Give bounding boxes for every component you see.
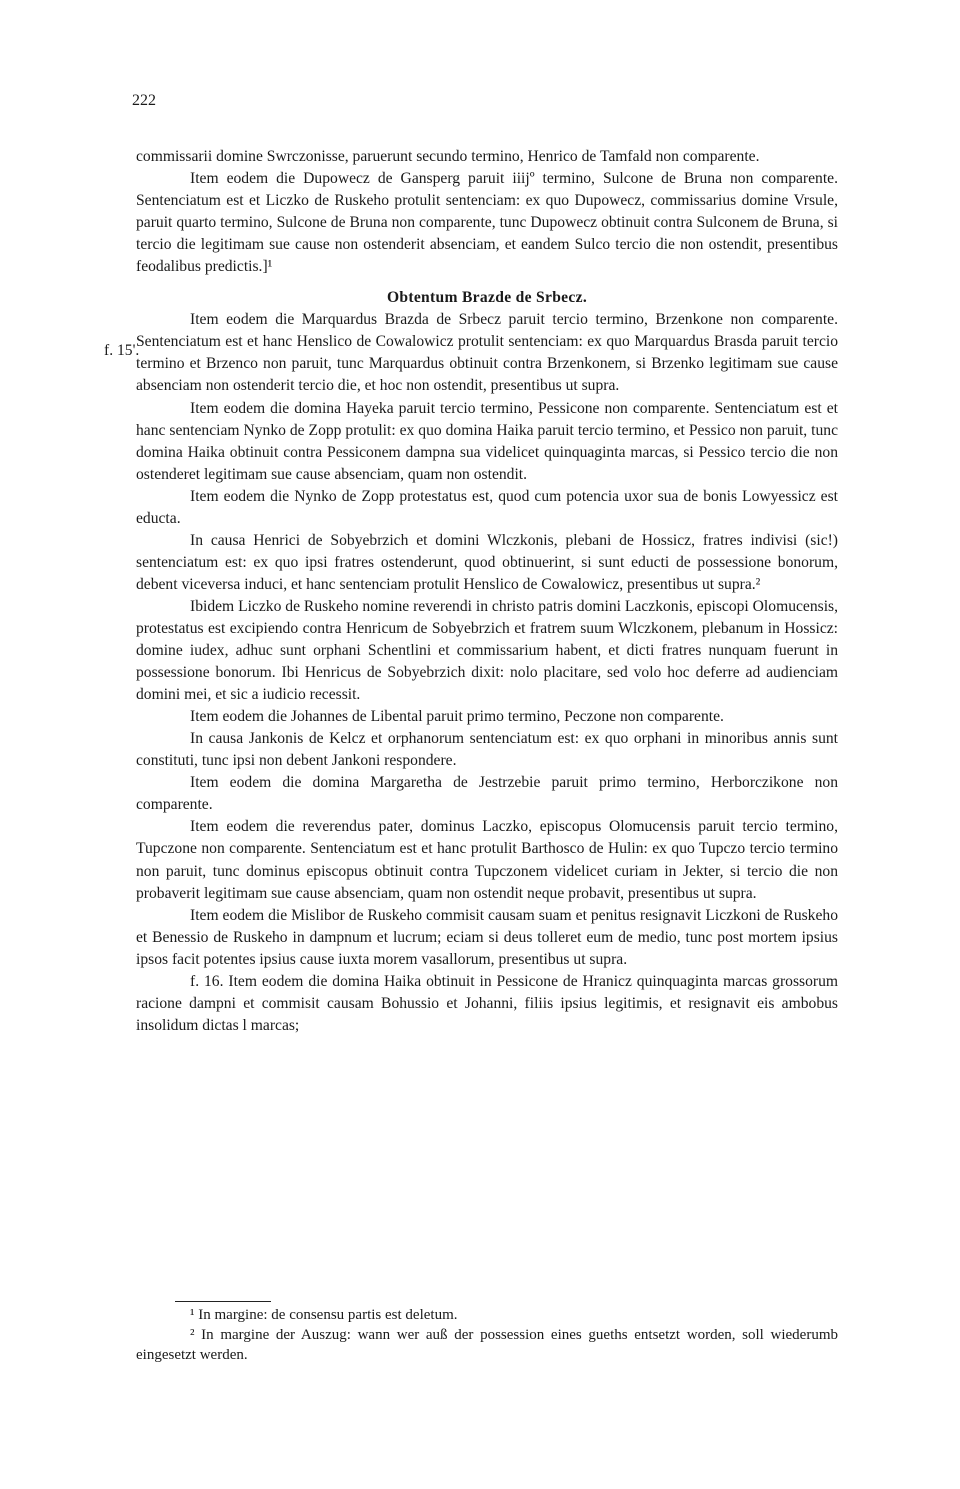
page-number: 222 xyxy=(132,92,156,109)
section-heading: Obtentum Brazde de Srbecz. xyxy=(386,289,588,307)
paragraph: Item eodem die Marquardus Brazda de Srbecz paruit tercio termino, Brzenkone non comparente. Sentenciatum est et hanc Henslico de Cowalowicz protulit sentenciam: ex quo Marquardus Brasda paruit tercio termino et Brzenco non paruit, tunc Marquardus obtinuit contra Brzenkonem, si Brzenko legitimam sue cause absenciam non ostenderit tercio die, et hoc non ostendit, presentibus ut supra. xyxy=(136,311,838,395)
footnote: ² In margine der Auszug: wann wer auß der possession eines gueths entsetzt worden, soll wiederumb eingesetzt werden. xyxy=(136,1327,838,1363)
paragraph: Item eodem die domina Margaretha de Jestrzebie paruit primo termino, Herborczikone non comparente. xyxy=(136,774,838,814)
paragraph: Item eodem die domina Hayeka paruit tercio termino, Pessicone non comparente. Sentenciatum est et hanc sentenciam Nynko de Zopp protulit: ex quo domina Haika paruit tercio termino, et Pessico non paruit, tunc domina Haika obtinuit contra Pessiconem dampna sua videlicet quinquaginta marcas, si Pessico tercio die non ostenderet legitimam sue cause absenciam, quam non ostendit. xyxy=(136,399,838,483)
footnote-divider xyxy=(175,1301,271,1302)
paragraph: Item eodem die Johannes de Libental paruit primo termino, Peczone non comparente. xyxy=(190,708,724,726)
paragraph: Item eodem die Nynko de Zopp protestatus est, quod cum potencia uxor sua de bonis Lowyessicz est educta. xyxy=(136,487,838,527)
paragraph: Item eodem die Mislibor de Ruskeho commisit causam suam et penitus resignavit Liczkoni de Ruskeho et Benessio de Ruskeho in dampnum et lucrum; eciam si deus tolleret eum de medio, tunc post mortem ipsius ipsos facit potentes ipsius cause iuxta morem vasallorum, presentibus ut supra. xyxy=(136,906,838,968)
marginal-folio-note: f. 15'. xyxy=(104,342,140,359)
paragraph: Ibidem Liczko de Ruskeho nomine reverendi in christo patris domini Laczkonis, episcopi Olomucensis, protestatus est excipiendo contra Henricum de Sobyebrzich et fratrem suum Wlczkonem, plebanum in Hossicz: domine iudex, adhuc sunt orphani Schentlini et commissarium habent, et dicti fratres nunquam fuerunt in possessione bonorum. Ibi Henricus de Sobyebrzich dixit: nolo placitare, sed volo hoc deferre ad audienciam domini mei, et sic a iudicio recessit. xyxy=(136,597,838,704)
paragraph: In causa Jankonis de Kelcz et orphanorum sentenciatum est: ex quo orphani in minoribus annis sunt constituti, tunc ipsi non debent Jankoni respondere. xyxy=(136,730,838,770)
paragraph: f. 16. Item eodem die domina Haika obtinuit in Pessicone de Hranicz quinquaginta marcas grossorum racione dampni et commisit causam Bohussio et Johanni, filiis ipsius legitimis, et resignavit eis ambobus insolidum dictas l marcas; xyxy=(136,972,838,1034)
paragraph: commissarii domine Swrczonisse, paruerunt secundo termino, Henrico de Tamfald non comparente. xyxy=(136,148,760,165)
footnotes xyxy=(136,1305,838,1365)
main-text xyxy=(136,146,838,1037)
paragraph: Item eodem die Dupowecz de Gansperg paruit iiijº termino, Sulcone de Bruna non comparente. Sentenciatum est et Liczko de Ruskeho protulit sentenciam: ex quo Dupowecz, commissarius domine Vrsule, paruit quarto termino, Sulcone de Bruna non comparente, tunc Dupowecz obtinuit contra Sulconem de Bruna, si tercio die legitimam sue cause non ostenderit absenciam, et eandem Sulco tercio die non ostendit, presentibus feodalibus predictis.]¹ xyxy=(136,170,838,276)
paragraph: Item eodem die reverendus pater, dominus Laczko, episcopus Olomucensis paruit tercio termino, Tupczone non comparente. Sentenciatum est et hanc protulit Barthosco de Hulin: ex quo Tupczo tercio termino non paruit, tunc dominus episcopus obtinuit contra Tupczonem videlicet curiam in Jekter, si tercio die non probaverit legitimam sue cause absenciam, quam non ostendit neque probavit, presentibus ut supra. xyxy=(136,818,838,902)
paragraph: In causa Henrici de Sobyebrzich et domini Wlczkonis, plebani de Hossicz, fratres indivisi (sic!) sentenciatum est: ex quo ipsi fratres ostenderunt, quod obtinuerint, si sunt educti de possessione bonorum, debent viceversa induci, et hanc sentenciam protulit Henslico de Cowalowicz, presentibus ut supra.² xyxy=(136,531,838,593)
footnote: ¹ In margine: de consensu partis est deletum. xyxy=(190,1307,458,1323)
